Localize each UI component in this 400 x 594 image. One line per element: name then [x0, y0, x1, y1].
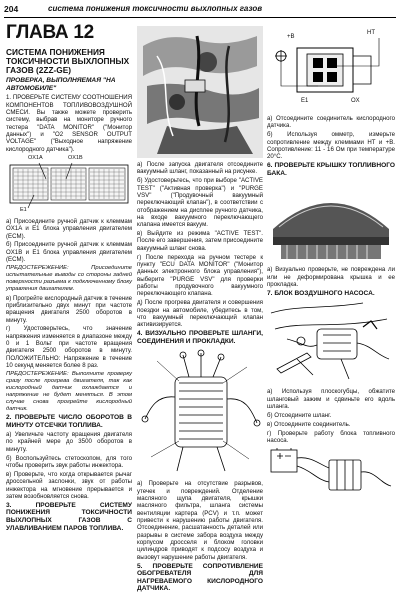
page-header	[4, 3, 396, 18]
caution-2: ПРЕДОСТЕРЕЖЕНИЕ: Выполните проверку сразу после прогрева двигателя, так как кислородный датчик охлаждается и напряжение не будет меняться. В этом случае снова прогрейте кислородный датчик.	[6, 370, 132, 412]
hoses-figure	[137, 347, 263, 477]
para-3-2: б) Используя омметр, измерьте сопротивление между клеммами HT и +B. Сопротивление: 11 - 16 Ом при температуре 20°C.	[267, 131, 395, 161]
ecm-connector-drawing	[6, 155, 132, 215]
para-2-5: д) После прогрева двигателя и совершения поездки на автомобиле, убедитесь в том, что вакуумный переключающий клапан активизируется.	[137, 299, 263, 329]
para-2-7: а) Проверьте на отсутствие разрывов, утечек и повреждений. Отделение масляного щупа двигателя, крышки масляного фильтра, шланга системы вентиляции картера (PCV) и т.п. может привести к нарушению работы двигателя. Отсоединение, расшатанность деталей или разрывы в системе забора воздуха между корпусом дросселя и блоком головки цилиндров приводят к подсосу воздуха и вызовут нарушение работы двигателя.	[137, 480, 263, 561]
para-1-10: 3. ПРОВЕРЬТЕ СИСТЕМУ ПОНИЖЕНИЯ ТОКСИЧНОСТИ ВЫХЛОПНЫХ ГАЗОВ С УЛАВЛИВАНИЕМ ПАРОВ ТОПЛИВА.	[6, 501, 132, 532]
para-1-5: г) Удостоверьтесь, что значение напряжения изменяется в диапазоне между 0 и 1 Вольт при частоте вращения двигателя 2500 оборотов в минуту. ПОЛОЖИТЕЛЬНО: Напряжение в течение 10 секунд меняется более 8 раз.	[6, 325, 132, 370]
fuel-pump-test-figure	[267, 446, 395, 506]
air-pump-hose-figure	[267, 299, 395, 385]
section-subtitle: ПРОВЕРКА, ВЫПОЛНЯЕМАЯ "НА АВТОМОБИЛЕ"	[6, 77, 116, 92]
para-1-7: а) Увеличьте частоту вращения двигателя по крайней мере до 3500 оборотов в минуту.	[6, 431, 132, 453]
label-e1: E1	[20, 206, 27, 213]
para-3-1: а) Отсоедините соединитель кислородного датчика.	[267, 115, 395, 130]
section-title: СИСТЕМА ПОНИЖЕНИЯ ТОКСИЧНОСТИ ВЫХЛОПНЫХ ГАЗОВ (2ZZ-GE)	[6, 47, 130, 75]
chapter-title: ГЛАВА 12	[6, 22, 94, 43]
para-1-9: в) Проверьте, что когда открывается рычаг дроссельной заслонки, звук от работы инжектора на мгновение прерывается и затем возобновляется снова.	[6, 470, 132, 500]
para-1-4: в) Прогрейте кислородный датчик в течение приблизительно двух минут при частоте вращения двигателя 2500 оборотов в минуту.	[6, 294, 132, 324]
running-title: система понижения токсичности выхлопных газов	[48, 4, 263, 13]
para-3-9: г) Проверьте работу блока топливного насоса.	[267, 429, 395, 444]
label-ht: HT	[367, 30, 375, 36]
ecm-connector-figure	[6, 155, 132, 215]
column-1	[6, 22, 132, 534]
para-1-8: б) Воспользуйтесь стетоскопом, для того чтобы проверить звук работы инжектора.	[6, 454, 132, 469]
oxygen-sensor-connector-figure	[267, 26, 395, 112]
para-1-6: 2. ПРОВЕРЬТЕ ЧИСЛО ОБОРОТОВ В МИНУТУ ОТСЕЧКИ ТОПЛИВА.	[6, 414, 132, 430]
label-ox1a: OX1A	[28, 154, 43, 161]
para-1-3: б) Присоедините ручной датчик к клеммам OX1B и E1 блока управления двигателем (ECM).	[6, 241, 132, 264]
hoses-drawing	[137, 347, 263, 477]
para-3-3: 6. ПРОВЕРЬТЕ КРЫШКУ ТОПЛИВНОГО БАКА.	[267, 162, 395, 177]
fuel-cap-figure	[267, 179, 395, 263]
para-1-1: 1. ПРОВЕРЬТЕ СИСТЕМУ СООТНОШЕНИЯ КОМПОНЕНТОВ ТОПЛИВОВОЗДУШНОЙ СМЕСИ. Вы также можете проверить систему, выбрав на мониторе ручного тестера "DATA MONITOR" ("Монитор данных") и "O2 SENSOR OUTPUT VOLTAGE" ("Выходное напряжение кислородного датчика").	[6, 94, 132, 153]
page-number: 204	[4, 4, 19, 14]
label-e1-sensor: E1	[301, 98, 309, 104]
para-2-2: б) Удостоверьтесь, что при выборе "ACTIVE TEST" ("Активная проверка") и "PURGE VSV" ("Продувочный вакуумный переключающий клапан"), в соответствии с отображением на дисплее ручного датчика, на входе вакуумного переключающего клапана имеется вакуум.	[137, 177, 263, 229]
caution-1: ПРЕДОСТЕРЕЖЕНИЕ: Присоедините испытательные выводы со стороны задней поверхности разъема к подключенному блоку управления двигателем.	[6, 265, 132, 292]
label-plus-b: +B	[287, 34, 295, 40]
para-3-4: а) Визуально проверьте, не повреждена ли или не деформирована крышка и ее прокладка.	[267, 266, 395, 288]
column-3	[267, 24, 395, 509]
para-1-2: а) Присоедините ручной датчик к клеммам OX1A и E1 блока управления двигателем (ECM).	[6, 217, 132, 240]
para-3-7: б) Отсоедините шланг.	[267, 411, 332, 419]
label-ox1b: OX1B	[68, 154, 83, 161]
para-2-6: 4. ВИЗУАЛЬНО ПРОВЕРЬТЕ ШЛАНГИ, СОЕДИНЕНИЯ И ПРОКЛАДКИ.	[137, 330, 263, 345]
column-2	[137, 24, 263, 594]
para-3-5: 7. БЛОК ВОЗДУШНОГО НАСОСА.	[267, 289, 375, 297]
para-2-8: 5. ПРОВЕРЬТЕ СОПРОТИВЛЕНИЕ ОБОГРЕВАТЕЛЯ ДЛЯ НАГРЕВАЕМОГО КИСЛОРОДНОГО ДАТЧИКА.	[137, 562, 263, 593]
para-2-1: а) После запуска двигателя отсоедините вакуумный шланг, показанный на рисунке.	[137, 161, 263, 176]
vacuum-hose-figure	[137, 26, 263, 158]
air-pump-hose-drawing	[267, 299, 395, 385]
label-ox: OX	[351, 98, 360, 104]
para-2-3: в) Выйдите из режима "ACTIVE TEST". После его завершения, затем присоедините вакуумный шланг снова.	[137, 230, 263, 252]
para-3-8: в) Отсоедините соединитель.	[267, 420, 351, 428]
para-2-4: г) После перехода на ручном тестере к пункту "ECU DATA MONITOR" ("Монитор данных электронного блока управления"), выберите "PURGE VSV" для проверки работы продувочного вакуумного переключающего клапана.	[137, 253, 263, 298]
engine-vacuum-drawing	[137, 26, 263, 158]
fuel-cap-drawing	[267, 179, 395, 263]
fuel-pump-test-drawing	[267, 446, 395, 506]
para-3-6: а) Используя плоскогубцы, обжатите шланговый зажим и сдвиньте его вдоль шланга.	[267, 388, 395, 411]
